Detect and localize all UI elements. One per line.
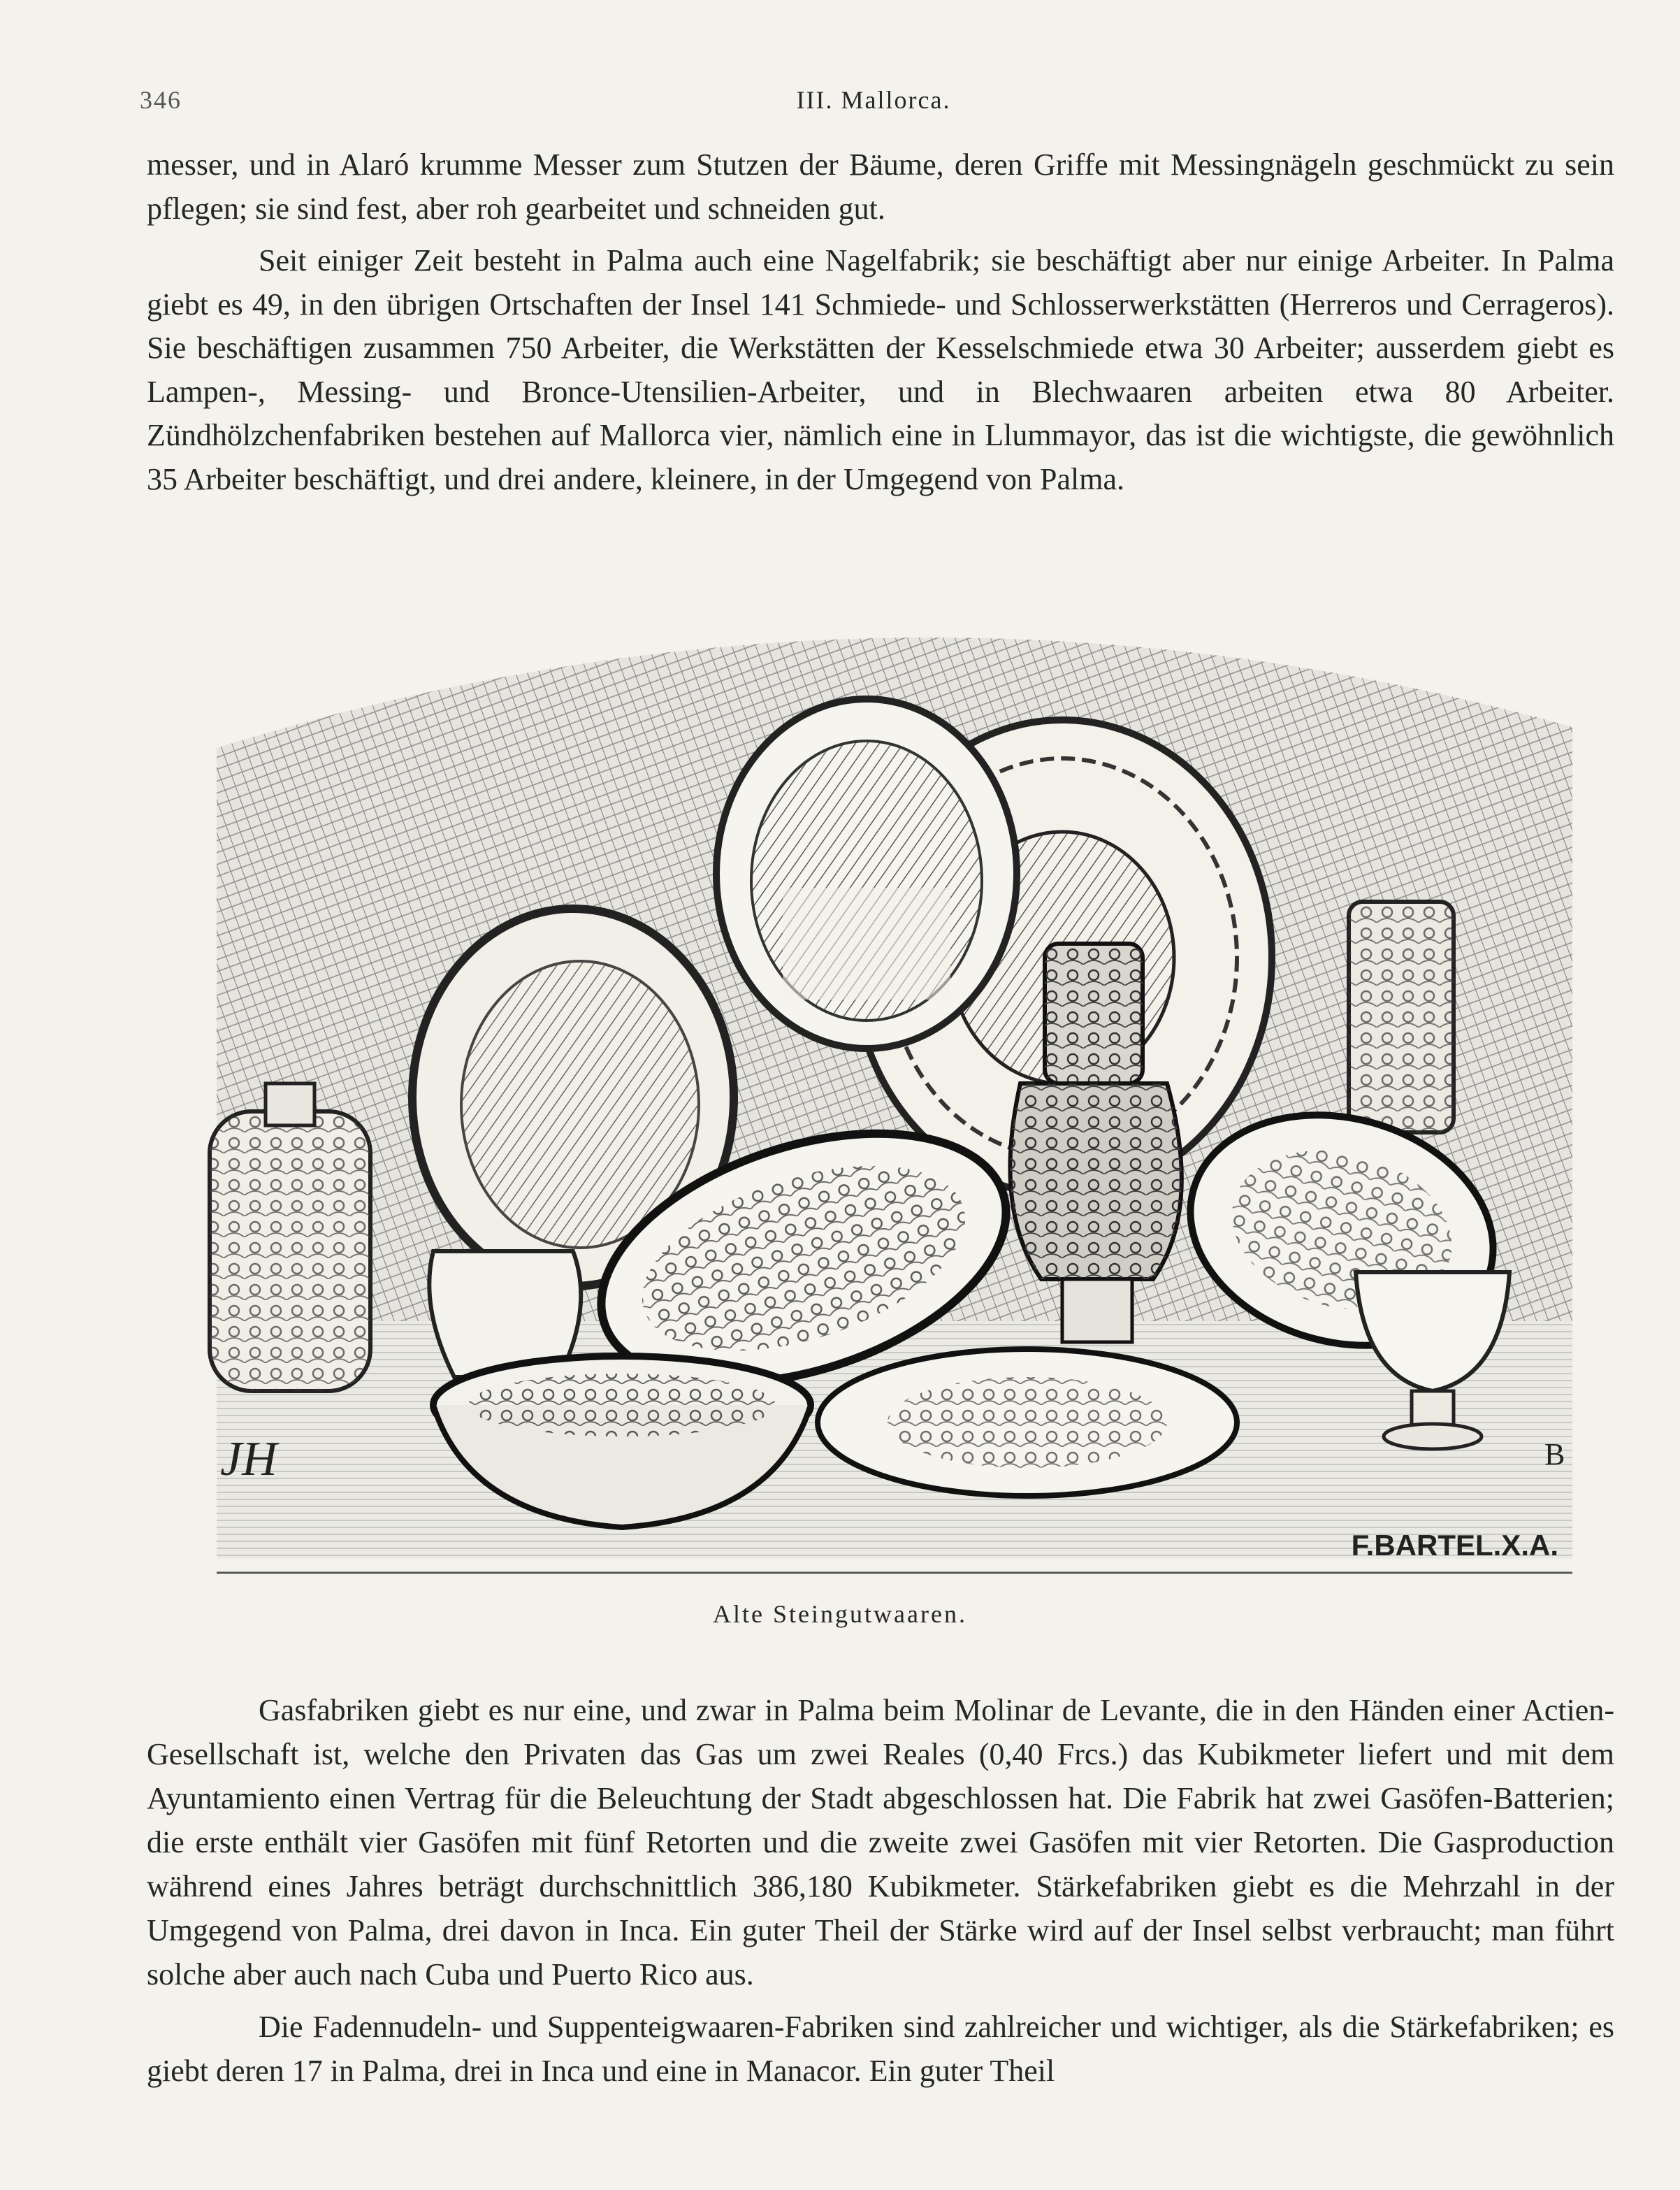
pottery-engraving xyxy=(203,566,1593,1587)
chapter-title: III. Mallorca. xyxy=(796,86,951,114)
artist-monogram-left: JH xyxy=(220,1432,277,1486)
tall-vase-left xyxy=(210,1083,370,1391)
engraver-signature: F.BARTEL.X.A. xyxy=(1351,1529,1558,1562)
landscape-plate xyxy=(716,699,1017,1049)
text-block-bottom xyxy=(147,1688,1614,2093)
running-head xyxy=(140,85,1607,127)
paragraph: Seit einiger Zeit besteht in Palma auch eine Nagelfabrik; sie beschäftigt aber nur einige Arbeiter. In Palma giebt es 49, in den übrigen Ortschaften der Insel 141 Schmiede- und Schlosserwerkstätten (Herreros und Cerrageros). Sie beschäftigen zusammen 750 Arbeiter, die Werkstätten der Kesselschmiede etwa 30 Arbeiter; ausserdem giebt es Lampen-, Messing- und Bronce-Utensilien-Arbeiter, und in Blechwaaren arbeiten etwa 80 Arbeiter. Zündhölzchenfabriken bestehen auf Mallorca vier, nämlich eine in Llummayor, das ist die wichtigste, die gewöhnlich 35 Arbeiter beschäftigt, und drei andere, kleinere, in der Umgegend von Palma. xyxy=(147,243,1614,496)
engraving-figure xyxy=(203,566,1593,1587)
page-number: 346 xyxy=(140,86,182,114)
paragraph: messer, und in Alaró krumme Messer zum Stutzen der Bäume, deren Griffe mit Messingnägeln geschmückt zu sein pflegen; sie sind fest, aber roh gearbeitet und schneiden gut. xyxy=(147,147,1614,226)
cylinder-vase xyxy=(1349,902,1454,1132)
artist-monogram-right: B xyxy=(1544,1437,1565,1471)
paragraph: Die Fadennudeln- und Suppenteigwaaren-Fabriken sind zahlreicher und wichtiger, als die Stärkefabriken; es giebt deren 17 in Palma, drei in Inca und eine in Manacor. Ein guter Theil xyxy=(147,2010,1614,2088)
text-block-top xyxy=(147,143,1614,501)
figure-caption: Alte Steingutwaaren. xyxy=(713,1600,967,1628)
paragraph: Gasfabriken giebt es nur eine, und zwar in Palma beim Molinar de Levante, die in den Händen einer Actien-Gesellschaft ist, welche den Privaten das Gas um zwei Reales (0,40 Frcs.) das Kubikmeter liefert und mit dem Ayuntamiento einen Vertrag für die Beleuchtung der Stadt abgeschlossen hat. Die Fabrik hat zwei Gasöfen-Batterien; die erste enthält vier Gasöfen mit fünf Retorten und die zweite zwei Gasöfen mit vier Retorten. Die Gasproduction während eines Jahres beträgt durchschnittlich 386,180 Kubikmeter. Stärkefabriken giebt es die Mehrzahl in der Umgegend von Palma, drei davon in Inca. Ein guter Theil der Stärke wird auf der Insel selbst verbraucht; man führt solche aber auch nach Cuba und Puerto Rico aus. xyxy=(147,1693,1614,1991)
front-plate xyxy=(818,1349,1237,1496)
